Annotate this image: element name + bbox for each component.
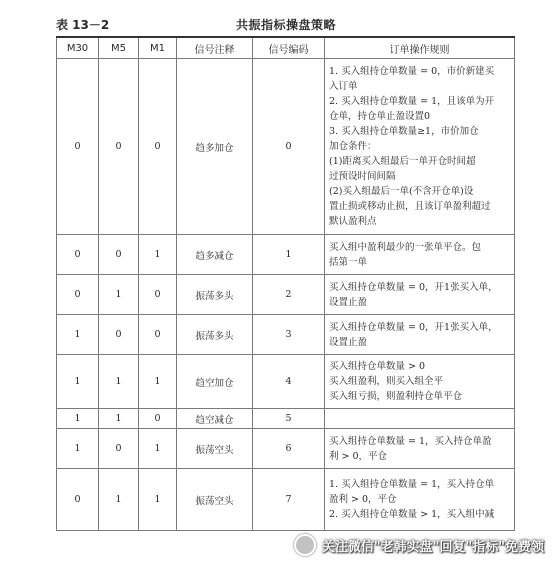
cell-m30: 0	[57, 235, 99, 275]
col-header-signal-code: 信号编码	[253, 37, 325, 59]
cell-signal-code: 6	[253, 429, 325, 469]
cell-order-rules	[325, 355, 515, 409]
cell-order-rules	[325, 429, 515, 469]
rule-line: 买入组盈利，则买入组全平	[329, 376, 444, 387]
watermark-logo-icon	[294, 534, 316, 556]
cell-order-rules	[325, 59, 515, 235]
cell-signal-code: 3	[253, 315, 325, 355]
rule-line: 设置止盈	[329, 336, 368, 348]
cell-m5: 1	[99, 469, 139, 531]
rule-line: 过预设时间间隔	[329, 171, 396, 182]
cell-m1: 1	[139, 429, 177, 469]
rule-line: 加仓条件：	[329, 141, 377, 152]
watermark-bar	[0, 534, 556, 564]
rule-line: 1. 买入组持仓单数量 = 1，买入持仓单	[329, 479, 495, 490]
cell-m30: 0	[57, 275, 99, 315]
cell-signal-code: 1	[253, 235, 325, 275]
col-header-m1: M1	[139, 37, 177, 59]
cell-m30: 0	[57, 469, 99, 531]
cell-m5: 1	[99, 409, 139, 429]
table-title: 共振指标操盘策略	[236, 18, 337, 32]
cell-m5: 0	[99, 429, 139, 469]
table-row	[57, 315, 515, 355]
cell-signal-note: 趋空减仓	[177, 409, 253, 429]
rule-line: (2)买入组最后一单(不含开仓单)设	[329, 186, 474, 197]
rule-line: 置止损或移动止损，且该订单盈利超过	[329, 201, 491, 212]
table-row	[57, 275, 515, 315]
cell-m1: 0	[139, 59, 177, 235]
rule-line: 买入组持仓单数量 = 0，开1张买入单，	[329, 281, 498, 293]
cell-signal-note: 振荡空头	[177, 469, 253, 531]
table-number: 表 13－2	[56, 18, 110, 32]
cell-m30: 1	[57, 355, 99, 409]
strategy-table	[56, 36, 515, 531]
cell-signal-note: 趋多加仓	[177, 59, 253, 235]
cell-m5: 1	[99, 355, 139, 409]
rule-line: 入订单	[329, 81, 358, 92]
col-header-m5: M5	[99, 37, 139, 59]
table-row	[57, 59, 515, 235]
col-header-signal-note: 信号注释	[177, 37, 253, 59]
cell-order-rules	[325, 315, 515, 355]
cell-signal-code: 2	[253, 275, 325, 315]
rule-line: 默认盈利点	[329, 216, 377, 227]
cell-m30: 0	[57, 59, 99, 235]
rule-line: 买入组持仓单数量 > 0	[329, 361, 426, 372]
cell-m5: 0	[99, 235, 139, 275]
rule-line: 盈利 > 0，平仓	[329, 494, 397, 505]
cell-signal-code: 7	[253, 469, 325, 531]
cell-order-rules	[325, 469, 515, 531]
cell-m1: 1	[139, 469, 177, 531]
cell-signal-note: 趋多减仓	[177, 235, 253, 275]
cell-signal-note: 趋空加仓	[177, 355, 253, 409]
rule-line: 买入组中盈利最少的一张单平仓。包	[329, 241, 482, 253]
cell-signal-code: 5	[253, 409, 325, 429]
table-row	[57, 409, 515, 429]
rule-line: (1)距离买入组最后一单开仓时间超	[329, 156, 476, 167]
rule-line: 利 > 0，平仓	[329, 450, 388, 462]
cell-signal-note: 振荡空头	[177, 429, 253, 469]
cell-order-rules	[325, 409, 515, 429]
table-row	[57, 429, 515, 469]
cell-signal-note: 振荡多头	[177, 275, 253, 315]
cell-m5: 0	[99, 59, 139, 235]
cell-m1: 1	[139, 355, 177, 409]
rule-line: 买入组持仓单数量 = 0，开1张买入单，	[329, 321, 498, 333]
cell-signal-note: 振荡多头	[177, 315, 253, 355]
table-row	[57, 355, 515, 409]
cell-m1: 1	[139, 235, 177, 275]
col-header-m30: M30	[57, 37, 99, 59]
rule-line: 2. 买入组持仓单数量 = 1，且该单为开	[329, 96, 495, 107]
rule-line: 买入组亏损，则盈利持仓单平仓	[329, 391, 463, 402]
table-caption	[56, 16, 536, 36]
cell-m30: 1	[57, 429, 99, 469]
cell-m1: 0	[139, 275, 177, 315]
cell-m5: 1	[99, 275, 139, 315]
cell-signal-code: 0	[253, 59, 325, 235]
rule-line: 设置止盈	[329, 296, 368, 308]
cell-m30: 1	[57, 409, 99, 429]
header-row	[57, 37, 515, 59]
rule-line: 1. 买入组持仓单数量 = 0，市价新建买	[329, 66, 495, 77]
cell-order-rules	[325, 235, 515, 275]
rule-line: 2. 买入组持仓单数量 > 1，买入组中减	[329, 509, 495, 520]
cell-m5: 0	[99, 315, 139, 355]
rule-line: 买入组持仓单数量 = 1，买入持仓单盈	[329, 435, 492, 447]
rule-line: 3. 买入组持仓单数量≥1，市价加仓	[329, 126, 479, 137]
watermark-text: 关注微信"老韩实盘"回复"指标"免费领	[321, 539, 544, 555]
rule-line: 括第一单	[329, 256, 368, 268]
cell-order-rules	[325, 275, 515, 315]
col-header-order-rules: 订单操作规则	[325, 37, 515, 59]
rule-line: 仓单，持仓单止盈设置0	[329, 111, 431, 122]
cell-m1: 0	[139, 315, 177, 355]
cell-m1: 0	[139, 409, 177, 429]
table-row	[57, 469, 515, 531]
cell-signal-code: 4	[253, 355, 325, 409]
cell-m30: 1	[57, 315, 99, 355]
table-row	[57, 235, 515, 275]
